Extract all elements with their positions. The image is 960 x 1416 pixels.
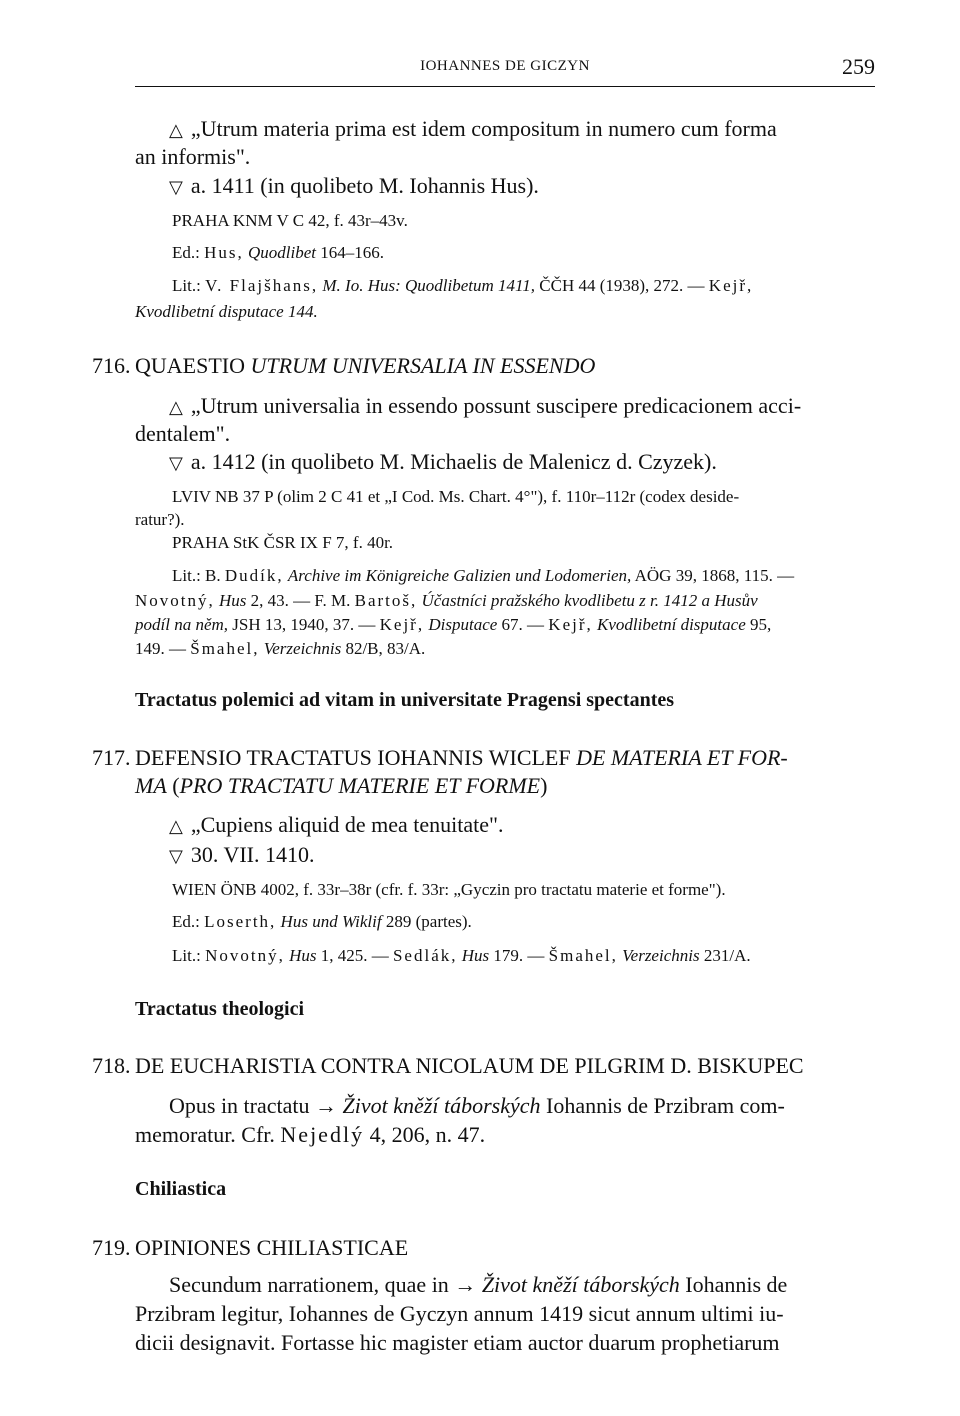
lit-ref: 231/A. <box>703 946 751 965</box>
incipit-text: „Cupiens aliquid de mea tenuitate". <box>190 812 504 837</box>
section-heading: Tractatus polemici ad vitam in universitate Pragensi spectantes <box>135 689 675 711</box>
section-heading: Chiliastica <box>135 1178 227 1200</box>
literature-line <box>172 566 794 586</box>
literature-line-cont: Kvodlibetní disputace 144. <box>135 302 318 321</box>
incipit-line <box>169 116 777 142</box>
lit-ref: 179. — <box>493 946 545 965</box>
header-rule <box>135 86 875 87</box>
lit-author: Novotný, <box>205 946 285 965</box>
title-text: DEFENSIO TRACTATUS IOHANNIS WICLEF <box>135 745 577 770</box>
incipit-line <box>169 812 503 838</box>
literature-line-cont <box>135 591 758 611</box>
incipit-text: „Utrum materia prima est idem compositum in numero cum forma <box>190 116 777 141</box>
page-header <box>135 52 875 88</box>
title-italic: UTRUM UNIVERSALIA IN ESSENDO <box>250 353 596 378</box>
lit-work: Disputace <box>428 615 498 634</box>
manuscript-line: PRAHA KNM V C 42, f. 43r–43v. <box>172 211 408 230</box>
lit-label: Lit.: B. <box>172 566 221 585</box>
lit-author: Šmahel, <box>548 946 618 965</box>
lit-work: Verzeichnis <box>263 639 342 658</box>
entry-number: 718. <box>92 1053 131 1078</box>
lit-work: Verzeichnis <box>622 946 700 965</box>
literature-line <box>172 276 753 296</box>
date-line <box>169 842 315 868</box>
lit-work: podíl na něm, <box>135 615 229 634</box>
date-line <box>169 449 717 475</box>
edition-author: Loserth, <box>204 912 277 931</box>
lit-author: Kejř, <box>379 615 425 634</box>
paragraph-text: Iohannis de Przibram com- <box>540 1093 785 1118</box>
lit-ref: 2, 43. — F. M. <box>250 591 351 610</box>
literature-line <box>172 946 751 966</box>
entry-title <box>135 745 788 771</box>
edition-pages: 289 (partes). <box>385 912 472 931</box>
paragraph-text: Iohannis de <box>679 1272 788 1297</box>
lit-ref: ČČH 44 (1938), 272. — <box>539 276 705 295</box>
lit-work: Hus <box>219 591 247 610</box>
entry-number: 717. <box>92 745 131 770</box>
edition-title: Hus und Wiklif <box>280 912 382 931</box>
title-italic: PRO TRACTATU MATERIE ET FORME <box>179 773 541 798</box>
lit-author: Bartoš, <box>354 591 418 610</box>
edition-label: Ed.: <box>172 912 200 931</box>
entry-number: 716. <box>92 353 131 378</box>
work-title: Život kněží táborských <box>342 1093 541 1118</box>
title-italic: MA <box>135 773 167 798</box>
lit-author: Kejř, <box>708 276 754 295</box>
lit-ref: JSH 13, 1940, 37. — <box>232 615 376 634</box>
triangle-up-icon: △ <box>169 397 183 418</box>
date-line <box>169 173 539 199</box>
manuscript-line: PRAHA StK ČSR IX F 7, f. 40r. <box>172 533 394 552</box>
lit-work: Kvodlibetní disputace <box>597 615 746 634</box>
lit-ref: 1, 425. — <box>320 946 389 965</box>
paragraph-text: memoratur. Cfr. <box>135 1122 281 1147</box>
entry-title: DE EUCHARISTIA CONTRA NICOLAUM DE PILGRIM D. BISKUPEC <box>135 1053 804 1078</box>
lit-work: Archive im Königreiche Galizien und Lodomerien, <box>287 566 632 585</box>
section-heading: Tractatus theologici <box>135 998 305 1020</box>
triangle-down-icon: ▽ <box>169 177 183 198</box>
paragraph-line <box>169 1093 785 1119</box>
paragraph-text: Secundum narrationem, quae in → <box>169 1272 482 1297</box>
paragraph-line: Przibram legitur, Iohannes de Gyczyn annum 1419 sicut annum ultimi iu- <box>135 1301 784 1326</box>
title-text: ( <box>166 773 180 798</box>
paragraph-line <box>135 1122 485 1148</box>
lit-ref: AÖG 39, 1868, 115. — <box>634 566 795 585</box>
page-number: 259 <box>842 54 875 79</box>
lit-work: Účastníci pražského kvodlibetu z r. 1412 a Husův <box>421 591 758 610</box>
incipit-text: „Utrum universalia in essendo possunt suscipere predicacionem acci- <box>190 393 802 418</box>
lit-ref: 82/B, 83/A. <box>345 639 426 658</box>
incipit-line <box>169 393 801 419</box>
date-text: 30. VII. 1410. <box>190 842 315 867</box>
literature-line-cont <box>135 639 425 659</box>
entry-number: 719. <box>92 1235 131 1260</box>
lit-author: Nejedlý <box>280 1122 365 1147</box>
lit-ref: 67. — <box>501 615 545 634</box>
paragraph-text: Opus in tractatu → <box>169 1093 343 1118</box>
entry-title <box>135 353 595 379</box>
edition-line <box>172 243 384 263</box>
work-title: Život kněží táborských <box>481 1272 680 1297</box>
triangle-down-icon: ▽ <box>169 846 183 867</box>
lit-author: V. Flajšhans, <box>205 276 319 295</box>
triangle-down-icon: ▽ <box>169 453 183 474</box>
lit-author: Novotný, <box>135 591 215 610</box>
incipit-line-cont: an informis". <box>135 144 251 169</box>
paragraph-text: 4, 206, n. 47. <box>364 1122 486 1147</box>
incipit-line-cont: dentalem". <box>135 421 231 446</box>
date-text: a. 1411 (in quolibeto M. Iohannis Hus). <box>190 173 539 198</box>
lit-ref: 149. — <box>135 639 186 658</box>
lit-work: Hus <box>289 946 317 965</box>
edition-author: Hus, <box>204 243 244 262</box>
lit-label: Lit.: <box>172 276 201 295</box>
lit-author: Kejř, <box>548 615 593 634</box>
edition-line <box>172 912 472 932</box>
manuscript-line: WIEN ÖNB 4002, f. 33r–38r (cfr. f. 33r: „Gyczin pro tractatu materie et forme"). <box>172 880 726 899</box>
date-text: a. 1412 (in quolibeto M. Michaelis de Malenicz d. Czyzek). <box>190 449 717 474</box>
entry-title-cont <box>135 773 547 799</box>
manuscript-line: LVIV NB 37 P (olim 2 C 41 et „I Cod. Ms. Chart. 4°"), f. 110r–112r (codex deside- <box>172 487 740 506</box>
lit-label: Lit.: <box>172 946 201 965</box>
lit-author: Šmahel, <box>190 639 260 658</box>
lit-work: Hus <box>461 946 490 965</box>
edition-title: Quodlibet <box>248 243 317 262</box>
title-text: ) <box>540 773 548 798</box>
lit-author: Dudík, <box>224 566 284 585</box>
lit-author: Sedlák, <box>392 946 458 965</box>
triangle-up-icon: △ <box>169 120 183 141</box>
lit-work: M. Io. Hus: Quodlibetum 1411, <box>322 276 536 295</box>
title-italic: DE MATERIA ET FOR- <box>576 745 788 770</box>
title-text: QUAESTIO <box>135 353 251 378</box>
manuscript-line-cont: ratur?). <box>135 510 185 529</box>
lit-ref: 95, <box>750 615 772 634</box>
entry-title: OPINIONES CHILIASTICAE <box>135 1235 409 1260</box>
paragraph-line <box>169 1272 787 1298</box>
paragraph-line: dicii designavit. Fortasse hic magister etiam auctor duarum prophetiarum <box>135 1330 780 1355</box>
triangle-up-icon: △ <box>169 816 183 837</box>
edition-pages: 164–166. <box>320 243 385 262</box>
running-title: IOHANNES DE GICZYN <box>420 58 590 74</box>
edition-label: Ed.: <box>172 243 200 262</box>
literature-line-cont <box>135 615 771 635</box>
